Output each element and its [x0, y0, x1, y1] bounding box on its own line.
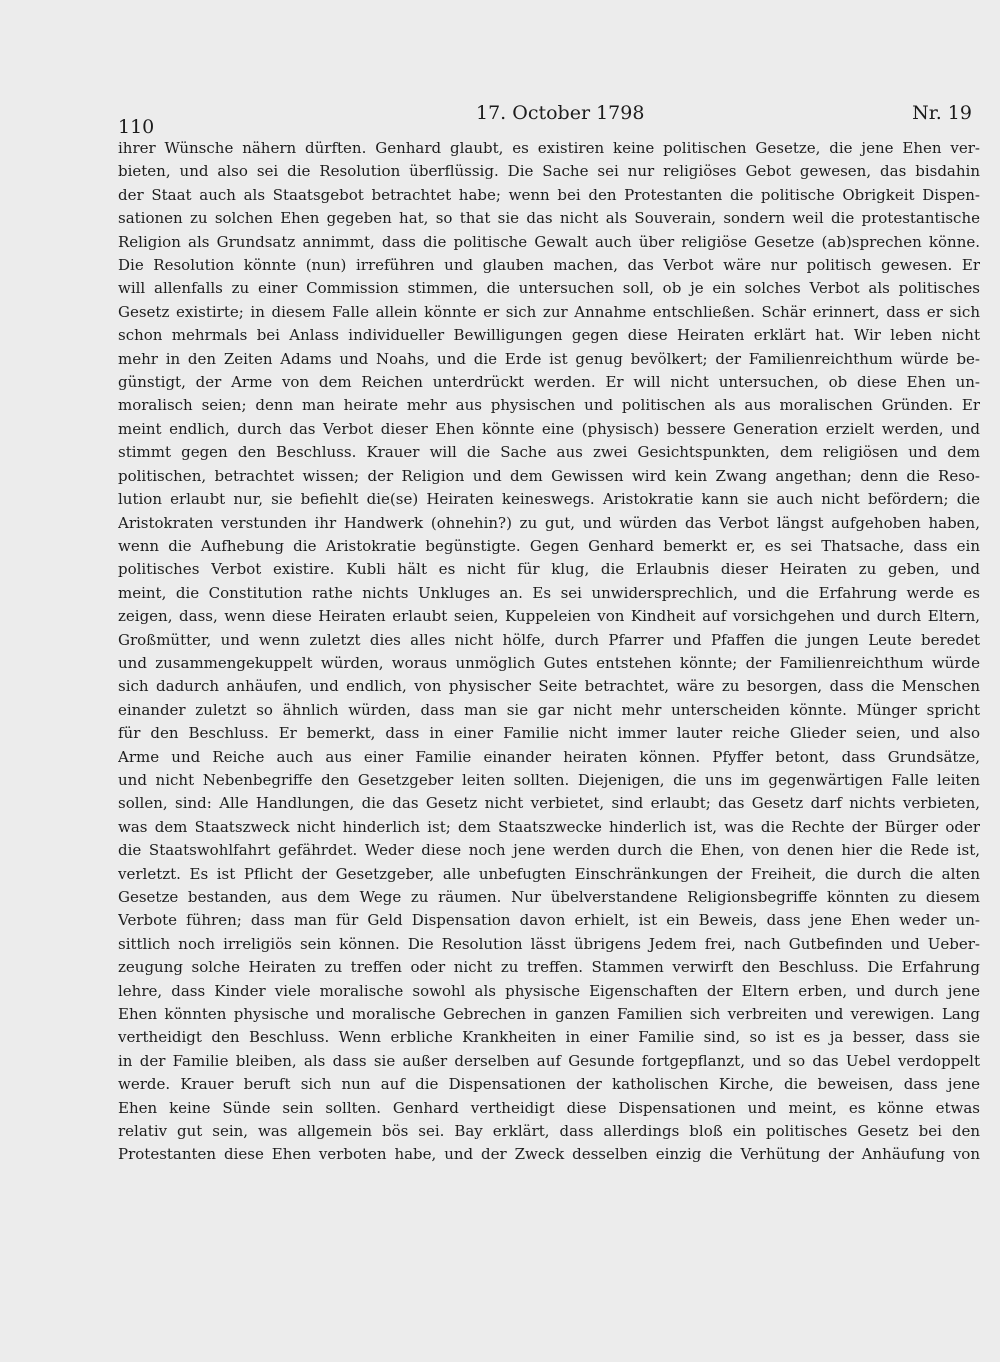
text-line: verletzt. Es ist Pflicht der Gesetzgeber, alle unbefugten Einschränkungen der Freiheit, die durch die alten: [118, 864, 980, 883]
text-line: zeugung solche Heiraten zu treffen oder nicht zu treffen. Stammen verwirft den Beschluss. Die Erfahrung: [118, 958, 980, 977]
text-line: die Staatswohlfahrt gefährdet. Weder diese noch jene werden durch die Ehen, von denen hier die Rede ist,: [118, 841, 980, 860]
text-line: sollen, sind: Alle Handlungen, die das Gesetz nicht verbietet, sind erlaubt; das Gesetz darf nichts verbieten,: [118, 794, 980, 813]
text-line: stimmt gegen den Beschluss. Krauer will die Sache aus zwei Gesichtspunkten, dem religiösen und dem: [118, 443, 980, 462]
text-line: relativ gut sein, was allgemein bös sei. Bay erklärt, dass allerdings bloß ein politisches Gesetz bei den: [118, 1122, 980, 1141]
text-line: moralisch seien; denn man heirate mehr aus physischen und politischen als aus moralischen Gründen. Er: [118, 396, 980, 415]
text-line: werde. Krauer beruft sich nun auf die Dispensationen der katholischen Kirche, die beweisen, dass jene: [118, 1075, 980, 1094]
text-line: günstigt, der Arme von dem Reichen unterdrückt werden. Er will nicht untersuchen, ob diese Ehen un-: [118, 373, 980, 392]
text-line: Verbote führen; dass man für Geld Dispensation davon erhielt, ist ein Beweis, dass jene Ehen weder un-: [118, 911, 980, 930]
text-line: bieten, und also sei die Resolution überflüssig. Die Sache sei nur religiöses Gebot gewesen, das bisdahin: [118, 162, 980, 181]
text-line: politischen, betrachtet wissen; der Religion und dem Gewissen wird kein Zwang angethan; denn die Reso-: [118, 466, 980, 485]
body-text: [118, 137, 980, 1167]
text-line: in der Familie bleiben, als dass sie außer derselben auf Gesunde fortgepflanzt, und so das Uebel verdoppelt: [118, 1051, 980, 1070]
text-line: sationen zu solchen Ehen gegeben hat, so that sie das nicht als Souverain, sondern weil die protestantische: [118, 209, 980, 228]
text-line: Arme und Reiche auch aus einer Familie einander heiraten können. Pfyffer betont, dass Grundsätze,: [118, 747, 980, 766]
text-line: Großmütter, und wenn zuletzt dies alles nicht hölfe, durch Pfarrer und Pfaffen die jungen Leute beredet: [118, 630, 980, 649]
text-line: Ehen könnten physische und moralische Gebrechen in ganzen Familien sich verbreiten und verewigen. Lang: [118, 1005, 980, 1024]
text-line: einander zuletzt so ähnlich würden, dass man sie gar nicht mehr unterscheiden könnte. Münger spricht: [118, 700, 980, 719]
text-line: was dem Staatszweck nicht hinderlich ist; dem Staatszwecke hinderlich ist, was die Rechte der Bürger oder: [118, 817, 980, 836]
text-line: sich dadurch anhäufen, und endlich, von physischer Seite betrachtet, wäre zu besorgen, dass die Menschen: [118, 677, 980, 696]
page-number: 110: [118, 116, 155, 138]
text-line: Aristokraten verstunden ihr Handwerk (ohnehin?) zu gut, und würden das Verbot längst aufgehoben haben,: [118, 513, 980, 532]
header-date: 17. October 1798: [476, 102, 645, 124]
text-line: lution erlaubt nur, sie befiehlt die(se) Heiraten keineswegs. Aristokratie kann sie auch nicht befördern; die: [118, 490, 980, 509]
text-line: meint, die Constitution rathe nichts Unkluges an. Es sei unwidersprechlich, und die Erfahrung werde es: [118, 583, 980, 602]
text-line: vertheidigt den Beschluss. Wenn erbliche Krankheiten in einer Familie sind, so ist es ja besser, dass sie: [118, 1028, 980, 1047]
text-line: will allenfalls zu einer Commission stimmen, die untersuchen soll, ob je ein solches Verbot als politisches: [118, 279, 980, 298]
text-line: ihrer Wünsche nähern dürften. Genhard glaubt, es existiren keine politischen Gesetze, die jene Ehen ver-: [118, 139, 980, 157]
text-line: und nicht Nebenbegriffe den Gesetzgeber leiten sollten. Diejenigen, die uns im gegenwärtigen Falle leiten: [118, 770, 980, 789]
text-line: politisches Verbot existire. Kubli hält es nicht für klug, die Erlaubnis dieser Heiraten zu geben, und: [118, 560, 980, 579]
text-line: Protestanten diese Ehen verboten habe, und der Zweck desselben einzig die Verhütung der Anhäufung von: [118, 1145, 980, 1164]
text-line: wenn die Aufhebung die Aristokratie begünstigte. Gegen Genhard bemerkt er, es sei Thatsache, dass ein: [118, 536, 980, 555]
text-line: Gesetz existirte; in diesem Falle allein könnte er sich zur Annahme entschließen. Schär erinnert, dass er sich: [118, 302, 980, 321]
page-header: [118, 102, 972, 138]
text-line: für den Beschluss. Er bemerkt, dass in einer Familie nicht immer lauter reiche Glieder seien, und also: [118, 724, 980, 743]
text-line: lehre, dass Kinder viele moralische sowohl als physische Eigenschaften der Eltern erben, und durch jene: [118, 981, 980, 1000]
text-line: Religion als Grundsatz annimmt, dass die politische Gewalt auch über religiöse Gesetze (ab)sprechen könne.: [118, 232, 980, 251]
text-line: Gesetze bestanden, aus dem Wege zu räumen. Nur übelverstandene Religionsbegriffe könnten zu diesem: [118, 888, 980, 906]
text-line: und zusammengekuppelt würden, woraus unmöglich Gutes entstehen könnte; der Familienreichthum würde: [118, 653, 980, 672]
text-line: sittlich noch irreligiös sein können. Die Resolution lässt übrigens Jedem frei, nach Gutbefinden und Ueber-: [118, 934, 980, 953]
text-line: schon mehrmals bei Anlass individueller Bewilligungen gegen diese Heiraten erklärt hat. Wir leben nicht: [118, 326, 980, 345]
text-line: Ehen keine Sünde sein sollten. Genhard vertheidigt diese Dispensationen und meint, es könne etwas: [118, 1098, 980, 1117]
text-line: mehr in den Zeiten Adams und Noahs, und die Erde ist genug bevölkert; der Familienreichthum würde be-: [118, 349, 980, 368]
text-line: meint endlich, durch das Verbot dieser Ehen könnte eine (physisch) bessere Generation erzielt werden, und: [118, 419, 980, 438]
text-line: der Staat auch als Staatsgebot betrachtet habe; wenn bei den Protestanten die politische Obrigkeit Dispen-: [118, 185, 980, 204]
text-line: Die Resolution könnte (nun) irreführen und glauben machen, das Verbot wäre nur politisch gewesen. Er: [118, 256, 980, 275]
document-number: Nr. 19: [912, 102, 972, 124]
text-line: zeigen, dass, wenn diese Heiraten erlaubt seien, Kuppeleien von Kindheit auf vorsichgehen und durch Eltern,: [118, 607, 980, 626]
